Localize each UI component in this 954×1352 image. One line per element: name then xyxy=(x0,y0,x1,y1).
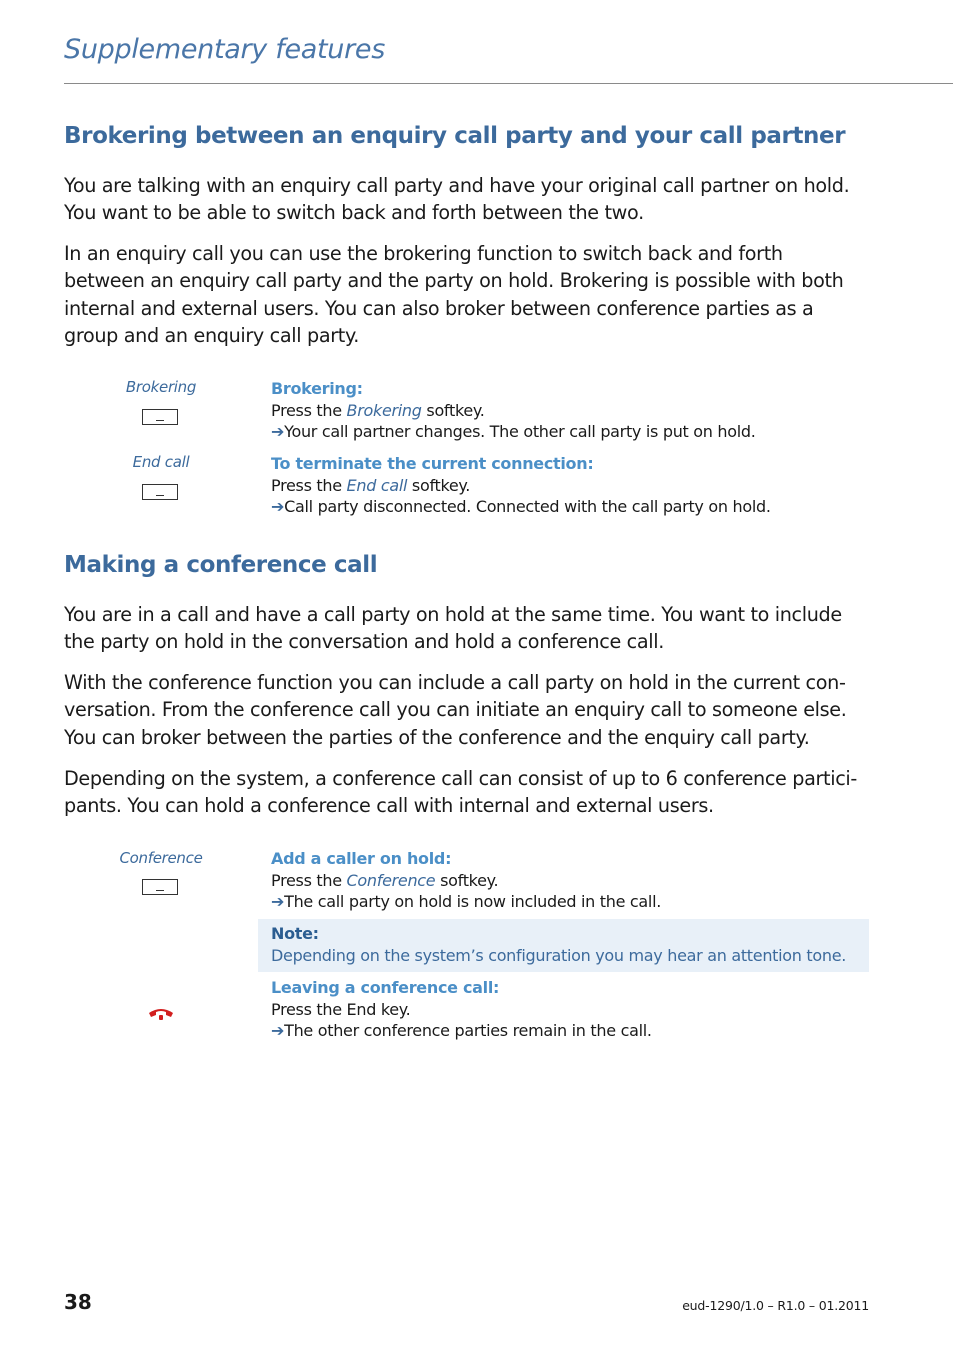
step-action: Press the Conference softkey. xyxy=(271,870,499,890)
page-number: 38 xyxy=(64,1290,92,1314)
step-result: ➔Your call partner changes. The other call party is put on hold. xyxy=(271,422,756,441)
softkey-name: Brokering xyxy=(346,400,422,420)
step-action: Press the Brokering softkey. xyxy=(271,400,485,420)
step-action: Press the End call softkey. xyxy=(271,475,471,495)
running-header: Supplementary features xyxy=(64,34,385,65)
paragraph-line: internal and external users. You can also broker between conference parties as a xyxy=(64,296,814,320)
note-content xyxy=(271,923,846,966)
note-box xyxy=(258,919,869,972)
paragraph-line: pants. You can hold a conference call with internal and external users. xyxy=(64,794,714,818)
step-heading: Leaving a conference call: xyxy=(271,978,500,997)
step-brokering xyxy=(271,378,869,443)
softkey-label-end-call: End call xyxy=(132,453,190,471)
arrow-right-icon: ➔ xyxy=(271,497,285,516)
document-id: eud-1290/1.0 – R1.0 – 01.2011 xyxy=(682,1298,869,1313)
paragraph-line: You want to be able to switch back and forth between the two. xyxy=(64,201,644,225)
step-result: ➔Call party disconnected. Connected with the call party on hold. xyxy=(271,497,771,516)
section-heading-conference: Making a conference call xyxy=(64,552,378,578)
softkey-label-conference: Conference xyxy=(119,849,203,867)
paragraph-line: You can broker between the parties of the conference and the enquiry call party. xyxy=(64,725,810,749)
paragraph-line: the party on hold in the conversation and hold a conference call. xyxy=(64,630,664,654)
softkey-name: Conference xyxy=(346,870,436,890)
note-heading: Note: xyxy=(271,924,319,943)
paragraph xyxy=(64,172,874,227)
paragraph xyxy=(64,601,874,656)
arrow-right-icon: ➔ xyxy=(271,892,285,911)
step-heading: Brokering: xyxy=(271,379,363,398)
end-call-handset-icon xyxy=(147,1006,175,1022)
softkey-name: End call xyxy=(346,475,408,495)
step-add-caller-on-hold xyxy=(271,848,869,913)
step-heading: Add a caller on hold: xyxy=(271,849,452,868)
header-divider xyxy=(64,83,953,84)
step-result: ➔The call party on hold is now included in the call. xyxy=(271,892,662,911)
step-heading: To terminate the current connection: xyxy=(271,454,594,473)
paragraph-line: In an enquiry call you can use the brokering function to switch back and forth xyxy=(64,242,783,265)
paragraph xyxy=(64,765,874,820)
softkey-icon xyxy=(142,409,178,425)
paragraph-line: Depending on the system, a conference call can consist of up to 6 conference partici- xyxy=(64,767,857,790)
softkey-label-brokering: Brokering xyxy=(125,378,197,396)
step-leave-conference xyxy=(271,977,869,1042)
paragraph-line: You are in a call and have a call party on hold at the same time. You want to include xyxy=(64,603,842,626)
step-action: Press the End key. xyxy=(271,999,411,1019)
paragraph-line: With the conference function you can include a call party on hold in the current con- xyxy=(64,671,846,694)
note-text: Depending on the system’s configuration you may hear an attention tone. xyxy=(271,945,847,965)
arrow-right-icon: ➔ xyxy=(271,1021,285,1040)
softkey-icon xyxy=(142,484,178,500)
step-result: ➔The other conference parties remain in the call. xyxy=(271,1021,652,1040)
section-heading-brokering: Brokering between an enquiry call party and your call partner xyxy=(64,123,846,149)
paragraph-line: You are talking with an enquiry call party and have your original call partner on hold. xyxy=(64,174,850,197)
paragraph xyxy=(64,240,874,349)
paragraph-line: versation. From the conference call you can initiate an enquiry call to someone else. xyxy=(64,698,847,722)
paragraph xyxy=(64,669,874,751)
paragraph-line: group and an enquiry call party. xyxy=(64,323,359,347)
paragraph-line: between an enquiry call party and the party on hold. Brokering is possible with both xyxy=(64,269,844,293)
arrow-right-icon: ➔ xyxy=(271,422,285,441)
softkey-icon xyxy=(142,879,178,895)
step-terminate-connection xyxy=(271,453,869,518)
